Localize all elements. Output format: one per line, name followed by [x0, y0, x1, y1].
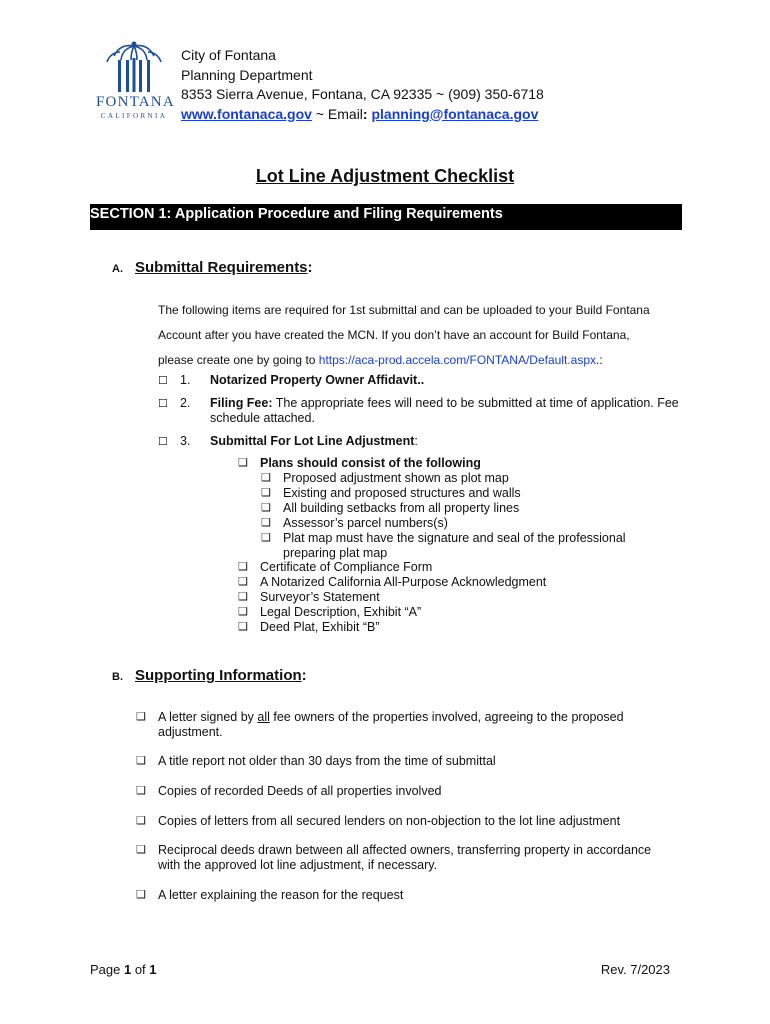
supporting-item-text: Copies of letters from all secured lenders on non-objection to the lot line adjustment [158, 814, 621, 828]
subsection-a-label: Submittal Requirements [135, 259, 308, 276]
text-pre: A letter signed by [158, 710, 258, 724]
item-body [210, 396, 680, 426]
logo-wordmark: FONTANA [96, 94, 175, 110]
fontana-logo [96, 38, 175, 124]
subsection-b-letter: B. [112, 671, 123, 683]
contact-line [181, 105, 544, 125]
subsection-b-heading [112, 667, 307, 684]
checkbox-icon[interactable]: ❑ [136, 711, 146, 723]
requirement-text: A Notarized California All-Purpose Acknowledgment [260, 575, 547, 589]
numbered-item-3 [158, 434, 418, 450]
fountain-palm-icon [96, 38, 172, 94]
page-prefix: Page [90, 962, 124, 977]
plans-item-text: Proposed adjustment shown as plot map [283, 471, 509, 485]
numbered-item-1 [158, 373, 425, 389]
item-rest: . [420, 373, 425, 387]
supporting-item-text: A letter explaining the reason for the request [158, 888, 404, 902]
intro-paragraph [158, 298, 698, 373]
supporting-item-text [158, 710, 638, 740]
checkbox-icon[interactable]: ☐ [158, 398, 168, 410]
item-rest: The appropriate fees will need to be submitted at time of application. Fee schedule attached. [210, 396, 679, 425]
checkbox-icon[interactable]: ❑ [136, 889, 146, 901]
supporting-item-text: Copies of recorded Deeds of all properties involved [158, 784, 442, 798]
text-post: fee owners of the properties involved, agreeing to the proposed adjustment. [158, 710, 624, 739]
checkbox-icon[interactable]: ☐ [158, 436, 168, 448]
text-underline: all [257, 710, 270, 724]
checkbox-icon[interactable]: ❑ [261, 472, 271, 484]
item-title: Notarized Property Owner Affidavit. [210, 373, 421, 387]
page-total: 1 [149, 962, 157, 977]
email-colon: : [362, 105, 368, 122]
item-body [210, 373, 680, 388]
checkbox-icon[interactable]: ❑ [261, 532, 271, 544]
checkbox-icon[interactable]: ❑ [136, 815, 146, 827]
section-1-header: SECTION 1: Application Procedure and Filing Requirements [90, 204, 682, 230]
page-number [90, 962, 157, 977]
item-rest: : [414, 434, 418, 448]
subsection-a-colon: : [307, 259, 313, 276]
requirement-text: Surveyor’s Statement [260, 590, 380, 604]
checkbox-icon[interactable]: ❑ [238, 457, 248, 469]
item-number: 2. [180, 396, 191, 410]
requirement-text: Deed Plat, Exhibit “B” [260, 620, 380, 634]
header-contact [181, 46, 544, 124]
logo-subtitle: CALIFORNIA [100, 112, 168, 120]
numbered-item-2 [158, 396, 679, 425]
website-link[interactable]: www.fontanaca.gov [181, 105, 312, 122]
checkbox-icon[interactable]: ❑ [136, 785, 146, 797]
item-title: Submittal For Lot Line Adjustment [210, 434, 415, 448]
plans-item-text: Plat map must have the signature and seal of the professional preparing plat map [283, 531, 626, 560]
email-label: ~ Email [311, 105, 363, 122]
intro-line-2: Account after you have created the MCN. If you don’t have an account for Build Fontana, [158, 328, 630, 342]
checkbox-icon[interactable]: ❑ [261, 487, 271, 499]
address: 8353 Sierra Avenue, Fontana, CA 92335 ~ (909) 350-6718 [181, 86, 544, 102]
org-name: City of Fontana [181, 47, 276, 63]
plans-item-text: All building setbacks from all property lines [283, 501, 520, 515]
subsection-a-letter: A. [112, 263, 123, 275]
plans-item-text: Existing and proposed structures and walls [283, 486, 521, 500]
checkbox-icon[interactable]: ❑ [238, 621, 248, 633]
plans-item-text: Assessor’s parcel numbers(s) [283, 516, 448, 530]
intro-line-3-pre: please create one by going to [158, 353, 319, 367]
page-of: of [131, 962, 150, 977]
requirement-text: Certificate of Compliance Form [260, 560, 433, 574]
checkbox-icon[interactable]: ❑ [136, 844, 146, 856]
requirement-text: Legal Description, Exhibit “A” [260, 605, 422, 619]
subsection-a-heading [112, 259, 313, 276]
checkbox-icon[interactable]: ❑ [238, 591, 248, 603]
intro-line-1: The following items are required for 1st submittal and can be uploaded to your Build Fontana [158, 303, 650, 317]
email-link[interactable]: planning@fontanaca.gov [371, 105, 539, 122]
intro-line-3 [158, 348, 698, 373]
item-number: 1. [180, 373, 191, 387]
checkbox-icon[interactable]: ❑ [238, 606, 248, 618]
supporting-item-text: A title report not older than 30 days from the time of submittal [158, 754, 496, 768]
item-title: Filing Fee: [210, 396, 273, 410]
subsection-b-label: Supporting Information [135, 667, 302, 684]
intro-line-3-post: .: [596, 353, 603, 367]
checkbox-icon[interactable]: ❑ [136, 755, 146, 767]
checkbox-icon[interactable]: ❑ [261, 517, 271, 529]
revision-date: Rev. 7/2023 [600, 962, 670, 977]
subsection-b-colon: : [301, 667, 307, 684]
plans-heading: Plans should consist of the following [260, 456, 481, 470]
checkbox-icon[interactable]: ❑ [238, 561, 248, 573]
checkbox-icon[interactable]: ❑ [238, 576, 248, 588]
build-fontana-link[interactable]: https://aca-prod.accela.com/FONTANA/Default.aspx [318, 353, 596, 367]
page-current: 1 [123, 962, 132, 977]
document-title: Lot Line Adjustment Checklist [255, 166, 515, 186]
checkbox-icon[interactable]: ❑ [261, 502, 271, 514]
supporting-item-text: Reciprocal deeds drawn between all affected owners, transferring property in accordance with the approved lot line adjustment, if necessary. [158, 843, 652, 872]
item-number: 3. [180, 434, 191, 448]
checkbox-icon[interactable]: ☐ [158, 375, 168, 387]
item-body [210, 434, 680, 449]
department-name: Planning Department [181, 66, 313, 83]
